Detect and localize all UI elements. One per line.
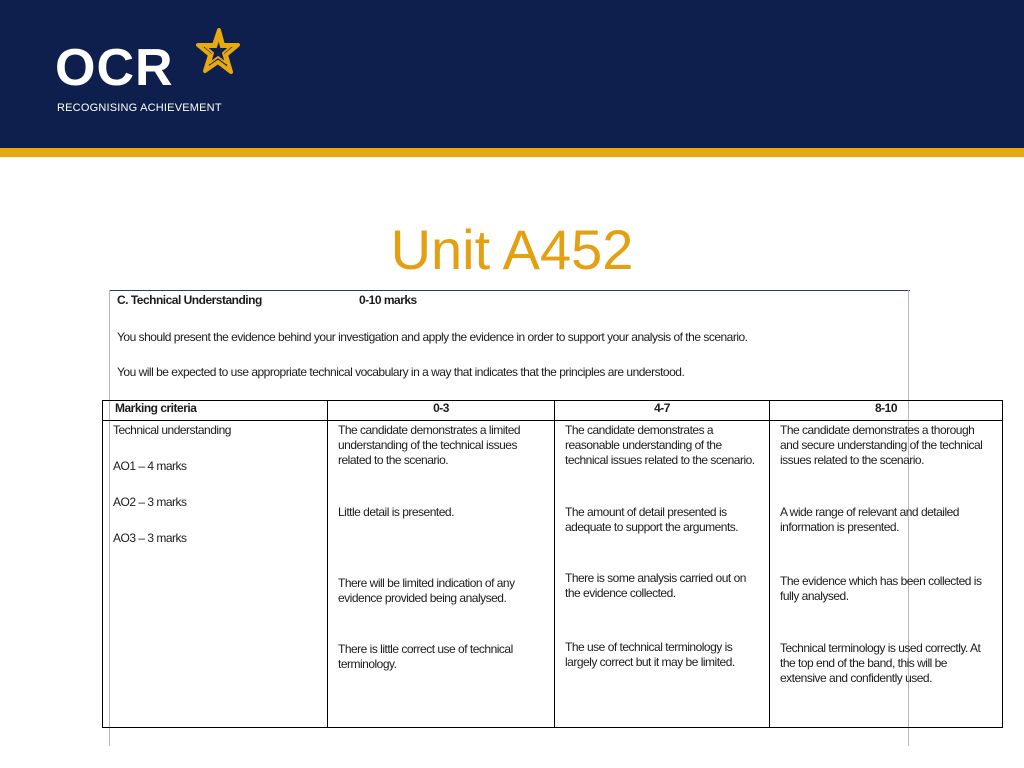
band-text: The candidate demonstrates a limited understanding of the technical issues related to the scenario. bbox=[338, 423, 521, 467]
criteria-cell bbox=[103, 421, 328, 728]
band-cell bbox=[770, 421, 1003, 728]
band-text: Little detail is presented. bbox=[338, 505, 454, 519]
header-banner bbox=[0, 0, 1024, 148]
band-text: A wide range of relevant and detailed information is presented. bbox=[780, 505, 959, 534]
header-accent-stripe bbox=[0, 148, 1024, 157]
criteria-text: Technical understanding bbox=[113, 423, 231, 437]
column-header: Marking criteria bbox=[103, 401, 328, 421]
criteria-text: AO3 – 3 marks bbox=[113, 531, 187, 545]
star-icon bbox=[192, 28, 240, 78]
band-text: There is some analysis carried out on the evidence collected. bbox=[565, 571, 746, 600]
band-cell bbox=[555, 421, 770, 728]
document-top-rule bbox=[110, 290, 910, 291]
band-text: The use of technical terminology is largely correct but it may be limited. bbox=[565, 640, 735, 669]
column-header: 8-10 bbox=[770, 401, 1003, 421]
logo-wordmark: OCR bbox=[55, 39, 174, 97]
band-text: The candidate demonstrates a reasonable understanding of the technical issues related to the scenario. bbox=[565, 423, 755, 467]
table-row bbox=[103, 421, 1003, 728]
criteria-text: AO2 – 3 marks bbox=[113, 495, 187, 509]
column-header: 0-3 bbox=[328, 401, 555, 421]
section-heading: C. Technical Understanding bbox=[117, 293, 262, 307]
marking-criteria-table bbox=[102, 400, 1003, 728]
intro-paragraph: You should present the evidence behind your investigation and apply the evidence in order to support your analysis of the scenario. bbox=[117, 330, 748, 344]
logo-tagline: RECOGNISING ACHIEVEMENT bbox=[57, 102, 222, 114]
band-cell bbox=[328, 421, 555, 728]
criteria-text: AO1 – 4 marks bbox=[113, 459, 187, 473]
band-text: There will be limited indication of any evidence provided being analysed. bbox=[338, 576, 515, 605]
band-text: The evidence which has been collected is fully analysed. bbox=[780, 574, 982, 603]
band-text: Technical terminology is used correctly. At the top end of the band, this will be extensive and confidently used. bbox=[780, 641, 981, 685]
table-header-row bbox=[103, 401, 1003, 421]
band-text: The amount of detail presented is adequate to support the arguments. bbox=[565, 505, 739, 534]
intro-paragraph: You will be expected to use appropriate technical vocabulary in a way that indicates that the principles are understood. bbox=[117, 365, 685, 379]
band-text: The candidate demonstrates a thorough and secure understanding of the technical issues related to the scenario. bbox=[780, 423, 983, 467]
band-text: There is little correct use of technical terminology. bbox=[338, 642, 513, 671]
section-marks: 0-10 marks bbox=[359, 293, 417, 307]
column-header: 4-7 bbox=[555, 401, 770, 421]
slide-title: Unit A452 bbox=[390, 218, 634, 281]
